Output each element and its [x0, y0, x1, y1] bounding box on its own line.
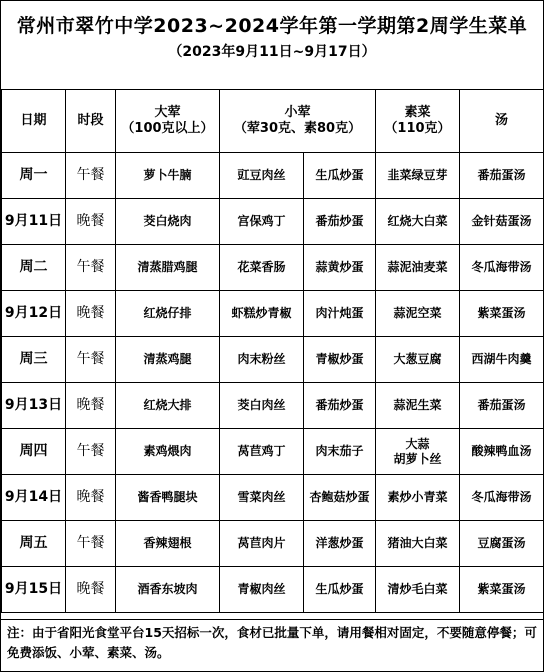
small-meat-dish-1: 莴苣鸡丁: [220, 429, 304, 475]
table-row: [2, 521, 544, 567]
date-cell: 9月11日: [2, 199, 66, 245]
small-meat-dish-2: 蒜黄炒蛋: [304, 245, 376, 291]
period-cell: 午餐: [66, 245, 116, 291]
table-row: [2, 475, 544, 521]
large-meat-dish: 清蒸腊鸡腿: [116, 245, 220, 291]
large-meat-dish: 茭白烧肉: [116, 199, 220, 245]
large-meat-dish: 酱香鸭腿块: [116, 475, 220, 521]
soup-dish: 冬瓜海带汤: [460, 245, 544, 291]
soup-dish: 冬瓜海带汤: [460, 475, 544, 521]
small-meat-dish-2: 番茄炒蛋: [304, 199, 376, 245]
table-row: [2, 245, 544, 291]
vegetable-dish: 大蒜 胡萝卜丝: [376, 429, 460, 475]
table-row: [2, 337, 544, 383]
date-cell: 9月15日: [2, 567, 66, 613]
header-date: 日期: [2, 90, 66, 153]
vegetable-dish: 清炒毛白菜: [376, 567, 460, 613]
soup-dish: 番茄蛋汤: [460, 383, 544, 429]
menu-table: [1, 89, 544, 613]
vegetable-dish: 猪油大白菜: [376, 521, 460, 567]
small-meat-dish-1: 青椒肉丝: [220, 567, 304, 613]
small-meat-dish-2: 生瓜炒蛋: [304, 567, 376, 613]
date-cell: 9月14日: [2, 475, 66, 521]
small-meat-dish-2: 杏鲍菇炒蛋: [304, 475, 376, 521]
page-title: 常州市翠竹中学2023~2024学年第一学期第2周学生菜单: [16, 15, 528, 37]
small-meat-dish-2: 洋葱炒蛋: [304, 521, 376, 567]
small-meat-dish-1: 宫保鸡丁: [220, 199, 304, 245]
header-period: 时段: [66, 90, 116, 153]
small-meat-dish-2: 生瓜炒蛋: [304, 153, 376, 199]
soup-dish: 豆腐蛋汤: [460, 521, 544, 567]
table-row: [2, 291, 544, 337]
period-cell: 晚餐: [66, 567, 116, 613]
title-block: [1, 1, 543, 83]
period-cell: 午餐: [66, 521, 116, 567]
period-cell: 午餐: [66, 153, 116, 199]
large-meat-dish: 酒香东坡肉: [116, 567, 220, 613]
small-meat-dish-1: 茭白肉丝: [220, 383, 304, 429]
small-meat-dish-1: 虾糕炒青椒: [220, 291, 304, 337]
date-cell: 9月12日: [2, 291, 66, 337]
day-cell: 周四: [2, 429, 66, 475]
small-meat-dish-2: 肉汁炖蛋: [304, 291, 376, 337]
vegetable-dish: 蒜泥生菜: [376, 383, 460, 429]
soup-dish: 酸辣鸭血汤: [460, 429, 544, 475]
small-meat-dish-1: 豇豆肉丝: [220, 153, 304, 199]
table-row: [2, 199, 544, 245]
period-cell: 晚餐: [66, 383, 116, 429]
vegetable-dish: 红烧大白菜: [376, 199, 460, 245]
date-cell: 9月13日: [2, 383, 66, 429]
large-meat-dish: 红烧大排: [116, 383, 220, 429]
table-row: [2, 429, 544, 475]
small-meat-dish-1: 肉末粉丝: [220, 337, 304, 383]
header-small-meat: 小荤 （荤30克、素80克）: [220, 90, 376, 153]
header-large-meat: 大荤 （100克以上）: [116, 90, 220, 153]
day-cell: 周一: [2, 153, 66, 199]
large-meat-dish: 香辣翅根: [116, 521, 220, 567]
header-row: [2, 90, 544, 153]
table-row: [2, 567, 544, 613]
large-meat-dish: 萝卜牛腩: [116, 153, 220, 199]
soup-dish: 西湖牛肉羹: [460, 337, 544, 383]
vegetable-dish: 大葱豆腐: [376, 337, 460, 383]
small-meat-dish-2: 肉末茄子: [304, 429, 376, 475]
day-cell: 周二: [2, 245, 66, 291]
table-row: [2, 383, 544, 429]
soup-dish: 番茄蛋汤: [460, 153, 544, 199]
period-cell: 晚餐: [66, 199, 116, 245]
large-meat-dish: 素鸡煨肉: [116, 429, 220, 475]
small-meat-dish-1: 雪菜肉丝: [220, 475, 304, 521]
soup-dish: 紫菜蛋汤: [460, 567, 544, 613]
day-cell: 周五: [2, 521, 66, 567]
period-cell: 午餐: [66, 337, 116, 383]
large-meat-dish: 清蒸鸡腿: [116, 337, 220, 383]
vegetable-dish: 素炒小青菜: [376, 475, 460, 521]
vegetable-dish: 韭菜绿豆芽: [376, 153, 460, 199]
small-meat-dish-1: 莴苣肉片: [220, 521, 304, 567]
period-cell: 午餐: [66, 429, 116, 475]
small-meat-dish-2: 番茄炒蛋: [304, 383, 376, 429]
period-cell: 晚餐: [66, 475, 116, 521]
period-cell: 晚餐: [66, 291, 116, 337]
day-cell: 周三: [2, 337, 66, 383]
small-meat-dish-1: 花菜香肠: [220, 245, 304, 291]
header-vegetable: 素菜 （110克）: [376, 90, 460, 153]
header-soup: 汤: [460, 90, 544, 153]
table-row: [2, 153, 544, 199]
soup-dish: 金针菇蛋汤: [460, 199, 544, 245]
vegetable-dish: 蒜泥空菜: [376, 291, 460, 337]
footnote: 注：由于省阳光食堂平台15天招标一次，食材已批量下单，请用餐相对固定，不要随意停餐；可免费添饭、小荤、素菜、汤。: [1, 619, 543, 666]
soup-dish: 紫菜蛋汤: [460, 291, 544, 337]
vegetable-dish: 蒜泥油麦菜: [376, 245, 460, 291]
small-meat-dish-2: 青椒炒蛋: [304, 337, 376, 383]
date-range: （2023年9月11日~9月17日）: [168, 44, 376, 60]
large-meat-dish: 红烧仔排: [116, 291, 220, 337]
